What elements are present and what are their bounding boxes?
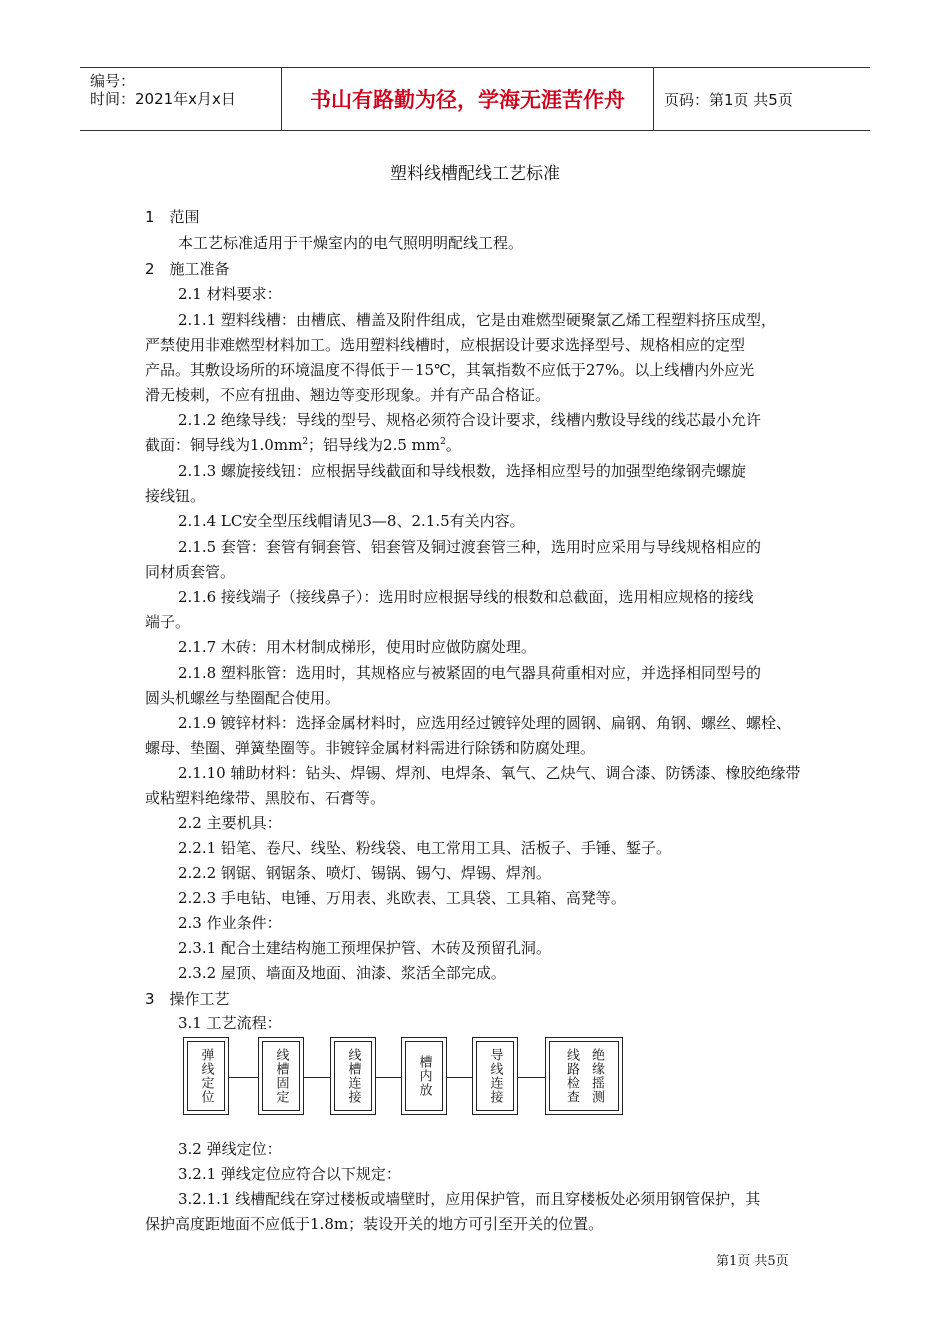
paragraph-line: 2.1 材料要求： [178,285,282,303]
flow-step-box [258,1037,304,1115]
paragraph-line: 2.1.1 塑料线槽：由槽底、槽盖及附件组成，它是由难燃型硬聚氯乙烯工程塑料挤压成型， [178,311,776,329]
paragraph-line: 3.2 弹线定位： [178,1140,282,1158]
paragraph-line: 2.1.3 螺旋接线钮：应根据导线截面和导线根数，选择相应型号的加强型绝缘钢壳螺旋 [178,462,746,480]
flow-step-box [472,1037,518,1115]
paragraph-line: 同材质套管。 [145,563,236,581]
flow-step-box [401,1037,447,1115]
paragraph-line: 2.1.8 塑料胀管：选用时，其规格应与被紧固的电气器具荷重相对应，并选择相同型号的 [178,664,761,682]
document-title: 塑料线槽配线工艺标准 [390,164,560,184]
paragraph-line: 2.2.1 铅笔、卷尺、线坠、粉线袋、电工常用工具、活板子、手锤、錾子。 [178,839,671,857]
flow-step-label: 导线连接 [487,1048,503,1104]
number-label: 编号： [90,72,136,90]
section-heading: 3 操作工艺 [145,990,230,1008]
flow-step-label: 槽内放 [416,1055,432,1097]
flow-step-label: 线路检查 [564,1048,579,1104]
paragraph-line: 2.1.6 接线端子（接线鼻子）：选用时应根据导线的根数和总截面，选用相应规格的接线 [178,588,754,606]
paragraph-line: 2.3.1 配合土建结构施工预埋保护管、木砖及预留孔洞。 [178,939,551,957]
paragraph-line: 2.1.7 木砖：用木材制成梯形，使用时应做防腐处理。 [178,638,536,656]
paragraph-line: 2.1.4 LC安全型压线帽请见3—8、2.1.5有关内容。 [178,512,525,530]
paragraph-line: 2.1.10 辅助材料：钻头、焊锡、焊剂、电焊条、氧气、乙炔气、调合漆、防锈漆、橡胶绝缘带 [178,764,801,782]
paragraph-line: 2.1.2 绝缘导线：导线的型号、规格必须符合设计要求，线槽内敷设导线的线芯最小允许 [178,411,761,429]
flow-step-label: 弹线定位 [198,1048,214,1104]
section-heading: 1 范围 [145,208,200,226]
page-label: 页码：第1页 共5页 [664,90,793,109]
header-page-cell [654,68,870,130]
flow-step-box [330,1037,376,1115]
flow-step-box [183,1037,229,1115]
section-heading: 2 施工准备 [145,260,230,278]
paragraph-line: 2.1.9 镀锌材料：选择金属材料时，应选用经过镀锌处理的圆钢、扁钢、角钢、螺丝、螺栓、 [178,714,791,732]
flow-step-box [545,1037,623,1115]
paragraph-line: 产品。其敷设场所的环境温度不得低于－15℃，其氧指数不应低于27%。以上线槽内外应光 [145,361,755,379]
paragraph-line: 2.3.2 屋顶、墙面及地面、油漆、浆活全部完成。 [178,964,506,982]
date-label: 时间：2021年x月x日 [90,90,236,108]
motto-text: 书山有路勤为径，学海无涯苦作舟 [310,88,625,112]
paragraph-line: 2.2.2 钢锯、钢锯条、喷灯、锡锅、锡勺、焊锡、焊剂。 [178,864,551,882]
paragraph-line: 严禁使用非难燃型材料加工。选用塑料线槽时，应根据设计要求选择型号、规格相应的定型 [145,336,746,354]
paragraph-line: 2.2 主要机具： [178,814,282,832]
paragraph-line: 2.2.3 手电钻、电锤、万用表、兆欧表、工具袋、工具箱、高凳等。 [178,889,626,907]
document-header [80,67,870,131]
flow-step-label: 线槽固定 [273,1048,289,1104]
flow-step-label: 绝缘摇测 [589,1048,604,1104]
paragraph-line: 截面：铜导线为$1.0mm^2$；铝导线为2.5 $mm^2$。 [145,436,461,454]
paragraph-line: 保护高度距地面不应低于1.8m；装设开关的地方可引至开关的位置。 [145,1215,604,1233]
paragraph-line: 圆头机螺丝与垫圈配合使用。 [145,689,341,707]
paragraph-line: 3.2.1 弹线定位应符合以下规定： [178,1165,401,1183]
paragraph-line: 2.1.5 套管：套管有铜套管、铝套管及铜过渡套管三种，选用时应采用与导线规格相应的 [178,538,761,556]
paragraph-line: 本工艺标准适用于干燥室内的电气照明明配线工程。 [178,234,524,252]
paragraph-line: 接线钮。 [145,487,206,505]
page-footer: 第1页 共5页 [716,1254,789,1269]
paragraph-line: 端子。 [145,613,191,631]
paragraph-line: 3.1 工艺流程： [178,1014,282,1032]
paragraph-line: 滑无棱刺，不应有扭曲、翘边等变形现象。并有产品合格证。 [145,386,551,404]
header-motto-cell [281,68,654,130]
paragraph-line: 或粘塑料绝缘带、黑胶布、石膏等。 [145,789,386,807]
paragraph-line: 2.3 作业条件： [178,914,282,932]
header-meta [80,68,281,130]
paragraph-line: 3.2.1.1 线槽配线在穿过楼板或墙壁时，应用保护管，而且穿楼板处必须用钢管保护，其 [178,1190,761,1208]
paragraph-line: 螺母、垫圈、弹簧垫圈等。非镀锌金属材料需进行除锈和防腐处理。 [145,739,596,757]
process-flowchart [183,1037,623,1117]
flow-step-label: 线槽连接 [345,1048,361,1104]
